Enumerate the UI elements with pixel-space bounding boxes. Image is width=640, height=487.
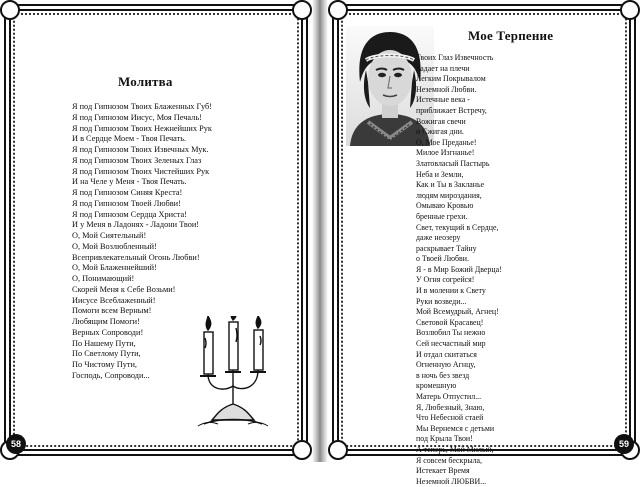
poem-line: О, Мой Возлюбленный! [72,241,157,251]
poem-line: Милое Изгнанье! [416,148,475,158]
poem-line: кромешную [416,381,457,391]
poem-line: И в молении к Свету [416,286,486,296]
poem-line: Неземной Любви. [416,84,477,94]
poem-title: Мое Терпение [468,28,554,43]
poem-line: И у Меня в Ладонях - Ладони Твои! [72,220,200,230]
poem-line: Огненную Агнцу, [416,360,476,370]
page-number: 59 [614,434,634,454]
poem-line: людям мироздания, [416,190,482,200]
poem-line: Я под Гипнозом Твоих Извечных Мук. [72,145,209,154]
poem-line: По Светлому Пути, [72,349,141,359]
poem-line: Матерь Отпустил... [416,392,482,401]
poem-title: Молитва [118,74,173,89]
poem-line: По Нашему Пути, [72,338,136,348]
poem-line: даже неозеру [416,233,461,243]
poem-line: И на Челе у Меня - Твоя Печать. [72,177,187,187]
corner-ornament [292,440,312,460]
poem-line: Свет, текущий в Сердце, [416,222,499,232]
poem-line: Господь, Сопроводи... [72,370,150,380]
left-page [4,4,308,456]
poem-line: По Чистому Пути, [72,360,137,369]
poem-line: Омываю Кровью [416,201,474,211]
poem-line: Я совсем бескрыла, [416,455,483,465]
poem-text [416,53,502,487]
poem-line: Световой Красавец! [416,317,484,327]
poem-line: Я, Любезный, Знаю, [416,402,485,412]
poem-line: Мы Вернемся с детьми [416,423,495,433]
poem-line: Легким Покрывалом [416,74,486,84]
poem-line: падает на плечи [416,63,470,73]
poem-line: Я под Гипнозом Твоих Зеленых Глаз [72,155,202,165]
corner-ornament [0,0,20,20]
poem-line: О, Мой Блаженнейший! [72,263,157,273]
poem-line: о Твоей Любви. [416,254,469,264]
poem-line: Я под Гипнозом Твоих Чистейших Рук [72,166,210,176]
poem-line: Всепривлекательный Огонь Любви! [72,252,200,262]
poem-line: раскрывает Тайну [416,243,477,253]
poem-line: У Огня согрейся! [416,275,475,285]
poem-line: Твоих Глаз Извечность [416,53,494,62]
poem-line: под Крыла Твои! [416,434,473,444]
corner-ornament [292,0,312,20]
poem-line: О, Мой Сиятельный! [72,231,147,240]
poem-line: Златовласый Пастырь [416,158,490,168]
poem-line: Скорей Меня к Себе Возьми! [72,284,176,294]
poem-line: Мой Всемудрый, Агнец! [416,307,499,317]
poem-line: Вожигая свечи [416,116,466,126]
corner-ornament [620,0,640,20]
poem-line: Я под Гипнозом Синяя Креста! [72,188,183,197]
poem-line: Я под Гипнозом Твоих Блаженных Губ! [72,102,213,111]
poem-line: Я под Гипнозом Твоей Любви! [72,198,181,208]
corner-ornament [328,440,348,460]
poem-line: Иисусе Всеблаженный! [72,295,156,305]
poem-line: Любящим Помоги! [72,317,140,326]
poem-line: Истечные века - [416,95,470,105]
poem-line: Неземной ЛЮБВИ... [416,476,487,486]
poem-line: приближает Встречу, [416,105,487,115]
poem-line: Неба и Земли, [416,169,464,179]
poem-line: Возлюбил Ты нежно [416,328,486,338]
poem-line: Я под Гипнозом Иисус, Моя Печаль! [72,112,202,122]
right-page [332,4,636,486]
candelabra-illustration [190,316,276,428]
poem-line: Сей несчастный мир [416,339,486,349]
page-number: 58 [6,434,26,454]
poem-line: Руки возведи... [416,296,467,306]
poem-line: Я - в Мир Божий Дверца! [416,264,502,274]
poem-line: Я под Гипнозом Сердца Христа! [72,209,187,219]
poem-line: Я под Гипнозом Твоих Нежнейших Рук [72,123,212,133]
poem-line: Истекает Время [416,466,470,476]
poem-line: Как и Ты в Закланье [416,180,485,190]
poem-line: О, Понимающий! [72,274,135,283]
poem-line: О, Мое Преданье! [416,137,477,147]
poem-line: Верных Сопроводи! [72,327,144,337]
poem-line: и Сжигая дни. [416,127,464,137]
poem-line: в ночь без звезд [416,370,470,380]
poem-line: А теперь, Мой Милый, [416,444,494,454]
poem-line: бренные грехи. [416,211,468,221]
poem-line: И отдал скитаться [416,349,477,359]
poem-line: И в Сердце Моем - Твоя Печать. [72,134,187,144]
poem-line: Помоги всем Верным! [72,306,152,316]
poem-line: Что Небесной стаей [416,413,484,423]
corner-ornament [328,0,348,20]
book-gutter [312,0,328,462]
